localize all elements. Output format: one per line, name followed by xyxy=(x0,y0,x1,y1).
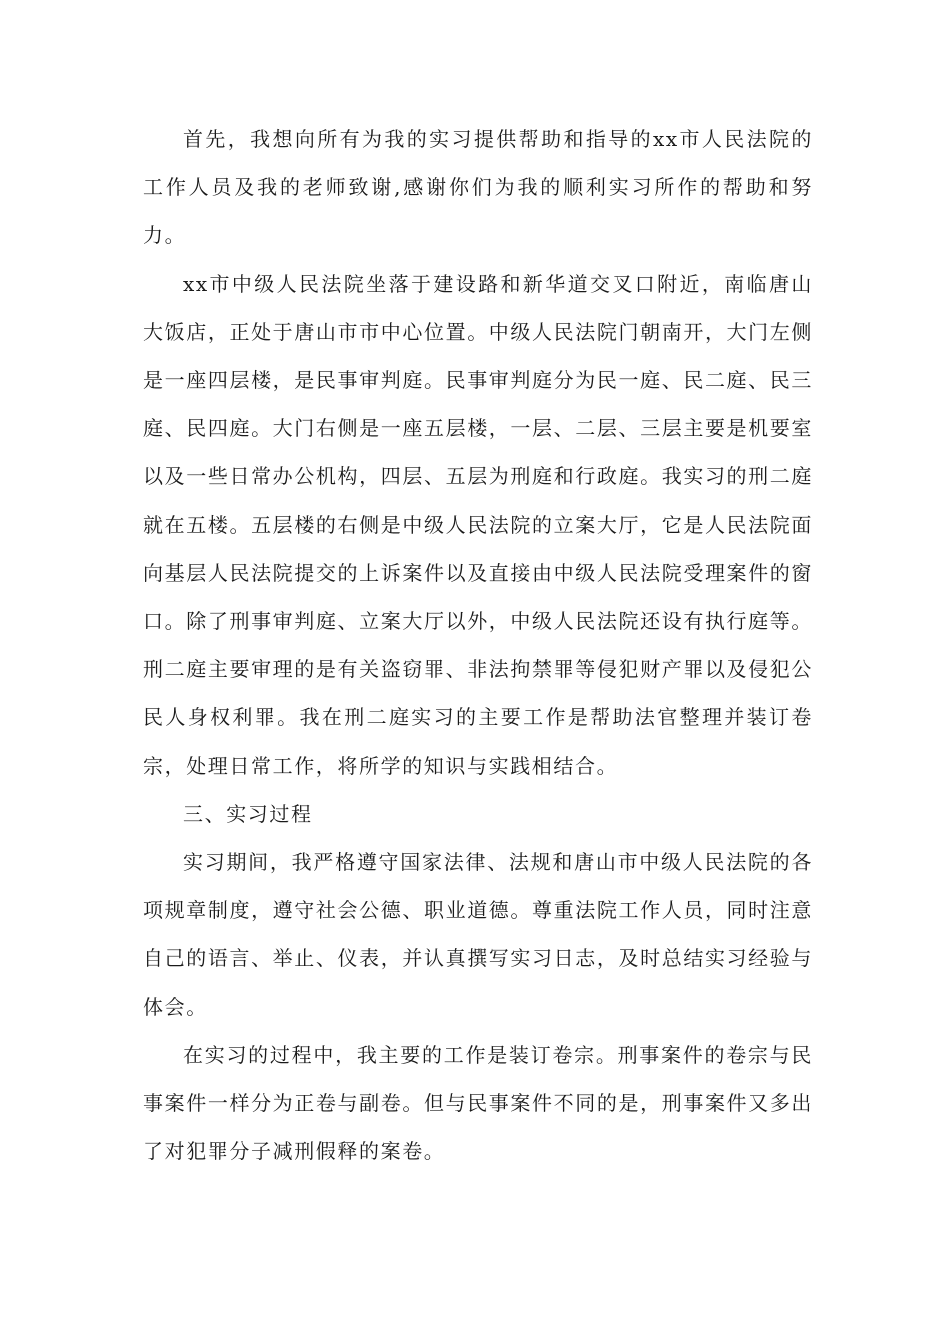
paragraph-case-files: 在实习的过程中，我主要的工作是装订卷宗。刑事案件的卷宗与民事案件一样分为正卷与副卷。但与民事案件不同的是，刑事案件又多出了对犯罪分子减刑假释的案卷。 xyxy=(143,1042,813,1164)
paragraph-thanks: 首先，我想向所有为我的实习提供帮助和指导的xx市人民法院的工作人员及我的老师致谢,感谢你们为我的顺利实习所作的帮助和努力。 xyxy=(143,127,813,248)
paragraph-court-description: xx市中级人民法院坐落于建设路和新华道交叉口附近，南临唐山大饭店，正处于唐山市市中心位置。中级人民法院门朝南开，大门左侧是一座四层楼，是民事审判庭。民事审判庭分为民一庭、民二庭、民三庭、民四庭。大门右侧是一座五层楼，一层、二层、三层主要是机要室以及一些日常办公机构，四层、五层为刑庭和行政庭。我实习的刑二庭就在五楼。五层楼的右侧是中级人民法院的立案大厅，它是人民法院面向基层人民法院提交的上诉案件以及直接由中级人民法院受理案件的窗口。除了刑事审判庭、立案大厅以外，中级人民法院还设有执行庭等。刑二庭主要审理的是有关盗窃罪、非法拘禁罪等侵犯财产罪以及侵犯公民人身权利罪。我在刑二庭实习的主要工作是帮助法官整理并装订卷宗，处理日常工作，将所学的知识与实践相结合。 xyxy=(143,271,813,778)
paragraph-internship-conduct: 实习期间，我严格遵守国家法律、法规和唐山市中级人民法院的各项规章制度，遵守社会公德、职业道德。尊重法院工作人员，同时注意自己的语言、举止、仪表，并认真撰写实习日志，及时总结实习经验与体会。 xyxy=(143,850,813,1019)
section-heading-internship-process: 三、实习过程 xyxy=(183,801,313,826)
document-body xyxy=(143,115,813,1175)
